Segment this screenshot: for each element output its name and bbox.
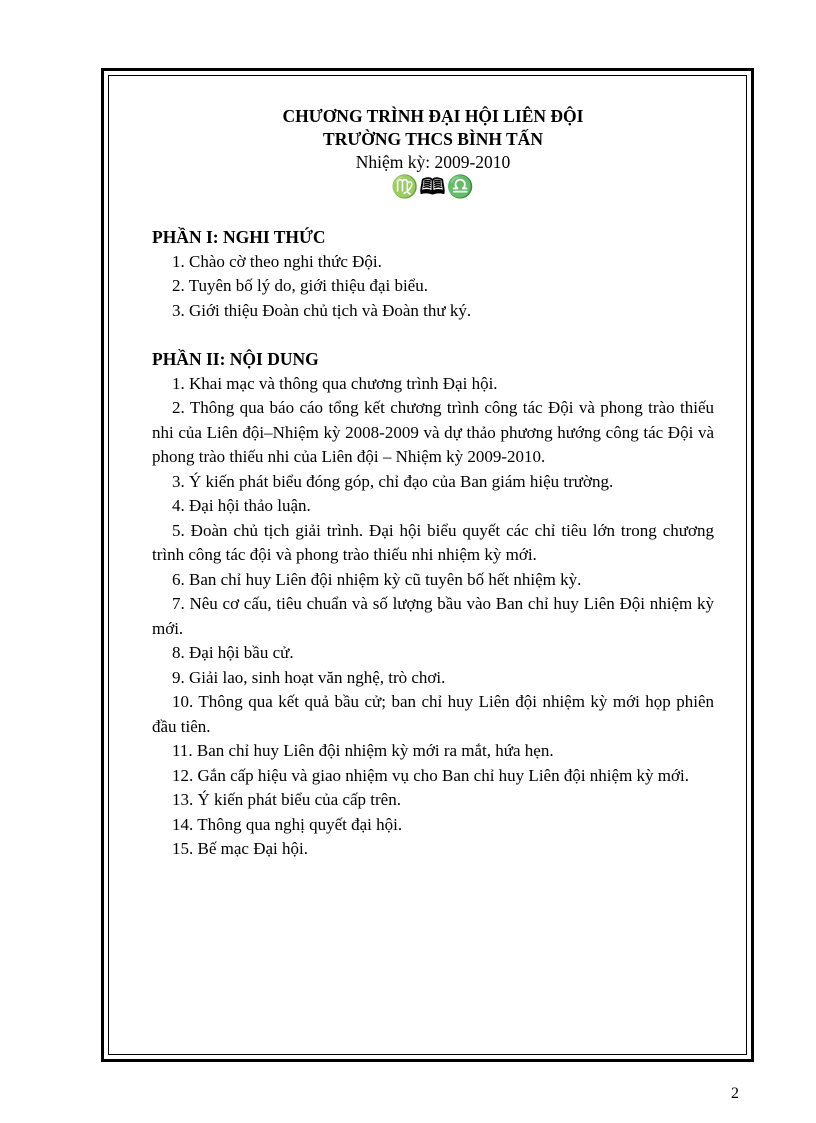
document-content: [152, 105, 714, 862]
part-2-item: 7. Nêu cơ cấu, tiêu chuẩn và số lượng bầu vào Ban chỉ huy Liên Đội nhiệm kỳ mới.: [152, 594, 714, 638]
part-2-item: 9. Giải lao, sinh hoạt văn nghệ, trò chơi.: [172, 667, 446, 687]
part-1-section: [152, 225, 714, 323]
term-line: Nhiệm kỳ: 2009-2010: [355, 152, 511, 172]
part-2-item: 1. Khai mạc và thông qua chương trình Đại hội.: [172, 373, 498, 393]
title-line-1: CHƯƠNG TRÌNH ĐẠI HỘI LIÊN ĐỘI: [282, 106, 584, 126]
page-border: [101, 68, 754, 1062]
ornament-icon: ♍🕮♎: [391, 174, 475, 199]
part-1-item: 3. Giới thiệu Đoàn chủ tịch và Đoàn thư ký.: [172, 300, 472, 320]
part-2-item: 15. Bế mạc Đại hội.: [172, 839, 308, 858]
part-2-item: 2. Thông qua báo cáo tổng kết chương trình công tác Đội và phong trào thiếu nhi của Liên đội–Nhiệm kỳ 2008-2009 và dự thảo phương hướng công tác Đội và phong trào thiếu nhi của Liên đội – Nhiệm kỳ 2009-2010.: [152, 398, 714, 466]
part-2-item: 10. Thông qua kết quả bầu cử; ban chỉ huy Liên đội nhiệm kỳ mới họp phiên đầu tiên.: [152, 692, 714, 736]
part-2-item: 13. Ý kiến phát biểu của cấp trên.: [172, 790, 401, 809]
part-2-item: 3. Ý kiến phát biểu đóng góp, chỉ đạo của Ban giám hiệu trường.: [172, 471, 614, 491]
part-2-section: [152, 347, 714, 862]
part-1-item: 1. Chào cờ theo nghi thức Đội.: [172, 251, 382, 271]
part-2-item: 6. Ban chỉ huy Liên đội nhiệm kỳ cũ tuyên bố hết nhiệm kỳ.: [172, 569, 582, 589]
part-1-title: PHẦN I: NGHI THỨC: [152, 227, 326, 247]
part-1-item: 2. Tuyên bố lý do, giới thiệu đại biểu.: [172, 276, 428, 295]
part-2-title: PHẦN II: NỘI DUNG: [152, 349, 319, 369]
part-2-item: 12. Gắn cấp hiệu và giao nhiệm vụ cho Ban chỉ huy Liên đội nhiệm kỳ mới.: [172, 765, 689, 785]
part-2-item: 11. Ban chỉ huy Liên đội nhiệm kỳ mới ra mắt, hứa hẹn.: [172, 741, 554, 760]
page-number: 2: [731, 1085, 739, 1102]
part-2-item: 5. Đoàn chủ tịch giải trình. Đại hội biểu quyết các chỉ tiêu lớn trong chương trình công tác đội và phong trào thiếu nhi nhiệm kỳ mới.: [152, 520, 714, 564]
part-2-item: 8. Đại hội bầu cử.: [172, 643, 294, 662]
document-header: [152, 105, 714, 200]
title-line-2: TRƯỜNG THCS BÌNH TẤN: [323, 129, 543, 149]
part-2-item: 4. Đại hội thảo luận.: [172, 496, 311, 515]
part-2-item: 14. Thông qua nghị quyết đại hội.: [172, 814, 403, 834]
